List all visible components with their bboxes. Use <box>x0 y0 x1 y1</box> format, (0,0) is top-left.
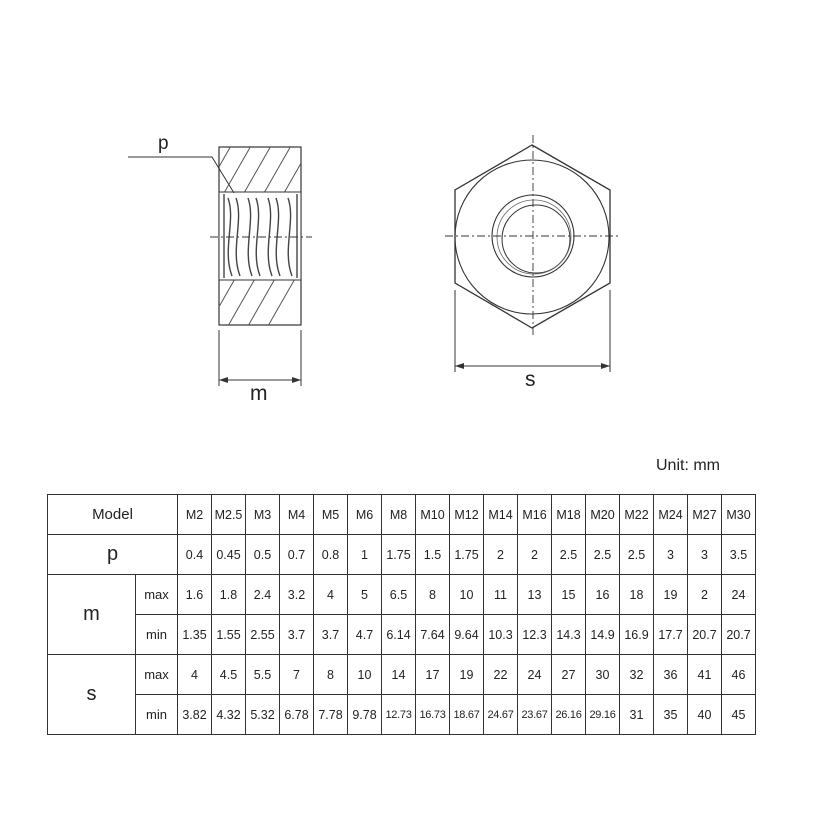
value-cell: 46 <box>722 655 756 695</box>
table-row <box>48 695 756 735</box>
value-cell: 0.5 <box>246 535 280 575</box>
value-cell: 26.16 <box>552 695 586 735</box>
value-cell: 10.3 <box>484 615 518 655</box>
model-cell: M20 <box>586 495 620 535</box>
unit-note: Unit: mm <box>656 457 720 474</box>
value-cell: 4.7 <box>348 615 382 655</box>
value-cell: 6.5 <box>382 575 416 615</box>
value-cell: 35 <box>654 695 688 735</box>
value-cell: 30 <box>586 655 620 695</box>
value-cell: 0.45 <box>212 535 246 575</box>
value-cell: 27 <box>552 655 586 695</box>
value-cell: 18.67 <box>450 695 484 735</box>
value-cell: 3.82 <box>178 695 212 735</box>
model-cell: M22 <box>620 495 654 535</box>
value-cell: 36 <box>654 655 688 695</box>
model-header-cell: Model <box>48 495 178 535</box>
value-cell: 5.5 <box>246 655 280 695</box>
value-cell: 6.78 <box>280 695 314 735</box>
model-cell: M3 <box>246 495 280 535</box>
value-cell: 12.73 <box>382 695 416 735</box>
model-cell: M14 <box>484 495 518 535</box>
value-cell: 3.7 <box>314 615 348 655</box>
model-cell: M8 <box>382 495 416 535</box>
value-cell: 9.64 <box>450 615 484 655</box>
value-cell: 1.6 <box>178 575 212 615</box>
value-cell: 2.5 <box>620 535 654 575</box>
value-cell: 9.78 <box>348 695 382 735</box>
value-cell: 7 <box>280 655 314 695</box>
value-cell: 19 <box>450 655 484 695</box>
model-cell: M24 <box>654 495 688 535</box>
table-row <box>48 655 756 695</box>
table-row <box>48 575 756 615</box>
value-cell: 6.14 <box>382 615 416 655</box>
model-cell: M5 <box>314 495 348 535</box>
value-cell: 2.5 <box>586 535 620 575</box>
value-cell: 11 <box>484 575 518 615</box>
model-cell: M10 <box>416 495 450 535</box>
value-cell: 24 <box>518 655 552 695</box>
value-cell: 18 <box>620 575 654 615</box>
value-cell: 16 <box>586 575 620 615</box>
value-cell: 3.5 <box>722 535 756 575</box>
model-cell: M18 <box>552 495 586 535</box>
value-cell: 3 <box>688 535 722 575</box>
value-cell: 41 <box>688 655 722 695</box>
value-cell: 24 <box>722 575 756 615</box>
value-cell: 19 <box>654 575 688 615</box>
value-cell: 7.78 <box>314 695 348 735</box>
pitch-label: p <box>158 133 169 154</box>
value-cell: 20.7 <box>722 615 756 655</box>
value-cell: 15 <box>552 575 586 615</box>
value-cell: 4.32 <box>212 695 246 735</box>
specification-table <box>47 494 756 735</box>
table-header-row <box>48 495 756 535</box>
value-cell: 8 <box>416 575 450 615</box>
value-cell: 1.75 <box>382 535 416 575</box>
value-cell: 1.55 <box>212 615 246 655</box>
value-cell: 2.55 <box>246 615 280 655</box>
row-group-cell: m <box>48 575 136 655</box>
value-cell: 4 <box>178 655 212 695</box>
value-cell: 14.3 <box>552 615 586 655</box>
value-cell: 1.35 <box>178 615 212 655</box>
value-cell: 2.4 <box>246 575 280 615</box>
value-cell: 2 <box>518 535 552 575</box>
value-cell: 10 <box>450 575 484 615</box>
model-cell: M2 <box>178 495 212 535</box>
value-cell: 23.67 <box>518 695 552 735</box>
value-cell: 22 <box>484 655 518 695</box>
value-cell: 2.5 <box>552 535 586 575</box>
row-group-cell: s <box>48 655 136 735</box>
value-cell: 8 <box>314 655 348 695</box>
value-cell: 3.2 <box>280 575 314 615</box>
value-cell: 14.9 <box>586 615 620 655</box>
value-cell: 31 <box>620 695 654 735</box>
value-cell: 5 <box>348 575 382 615</box>
value-cell: 1.75 <box>450 535 484 575</box>
model-cell: M16 <box>518 495 552 535</box>
row-sub-cell: min <box>136 695 178 735</box>
value-cell: 12.3 <box>518 615 552 655</box>
row-sub-cell: max <box>136 655 178 695</box>
value-cell: 0.4 <box>178 535 212 575</box>
model-cell: M30 <box>722 495 756 535</box>
value-cell: 4.5 <box>212 655 246 695</box>
model-cell: M2.5 <box>212 495 246 535</box>
value-cell: 45 <box>722 695 756 735</box>
value-cell: 7.64 <box>416 615 450 655</box>
value-cell: 17.7 <box>654 615 688 655</box>
value-cell: 1 <box>348 535 382 575</box>
value-cell: 14 <box>382 655 416 695</box>
across-flats-label: s <box>525 368 536 391</box>
pitch-leader-line <box>128 157 234 193</box>
row-group-cell: p <box>48 535 178 575</box>
model-cell: M4 <box>280 495 314 535</box>
table-row <box>48 535 756 575</box>
value-cell: 0.8 <box>314 535 348 575</box>
value-cell: 40 <box>688 695 722 735</box>
value-cell: 2 <box>484 535 518 575</box>
value-cell: 32 <box>620 655 654 695</box>
model-cell: M27 <box>688 495 722 535</box>
row-sub-cell: min <box>136 615 178 655</box>
value-cell: 16.9 <box>620 615 654 655</box>
model-cell: M12 <box>450 495 484 535</box>
value-cell: 24.67 <box>484 695 518 735</box>
value-cell: 3 <box>654 535 688 575</box>
nut-side-view <box>120 130 380 386</box>
value-cell: 4 <box>314 575 348 615</box>
value-cell: 29.16 <box>586 695 620 735</box>
value-cell: 10 <box>348 655 382 695</box>
value-cell: 5.32 <box>246 695 280 735</box>
row-sub-cell: max <box>136 575 178 615</box>
value-cell: 16.73 <box>416 695 450 735</box>
value-cell: 17 <box>416 655 450 695</box>
value-cell: 0.7 <box>280 535 314 575</box>
value-cell: 3.7 <box>280 615 314 655</box>
nut-front-view <box>445 135 620 372</box>
table-row <box>48 615 756 655</box>
value-cell: 13 <box>518 575 552 615</box>
value-cell: 1.5 <box>416 535 450 575</box>
width-label: m <box>250 382 268 405</box>
value-cell: 20.7 <box>688 615 722 655</box>
value-cell: 1.8 <box>212 575 246 615</box>
value-cell: 2 <box>688 575 722 615</box>
model-cell: M6 <box>348 495 382 535</box>
hexagon-outline <box>455 145 610 328</box>
